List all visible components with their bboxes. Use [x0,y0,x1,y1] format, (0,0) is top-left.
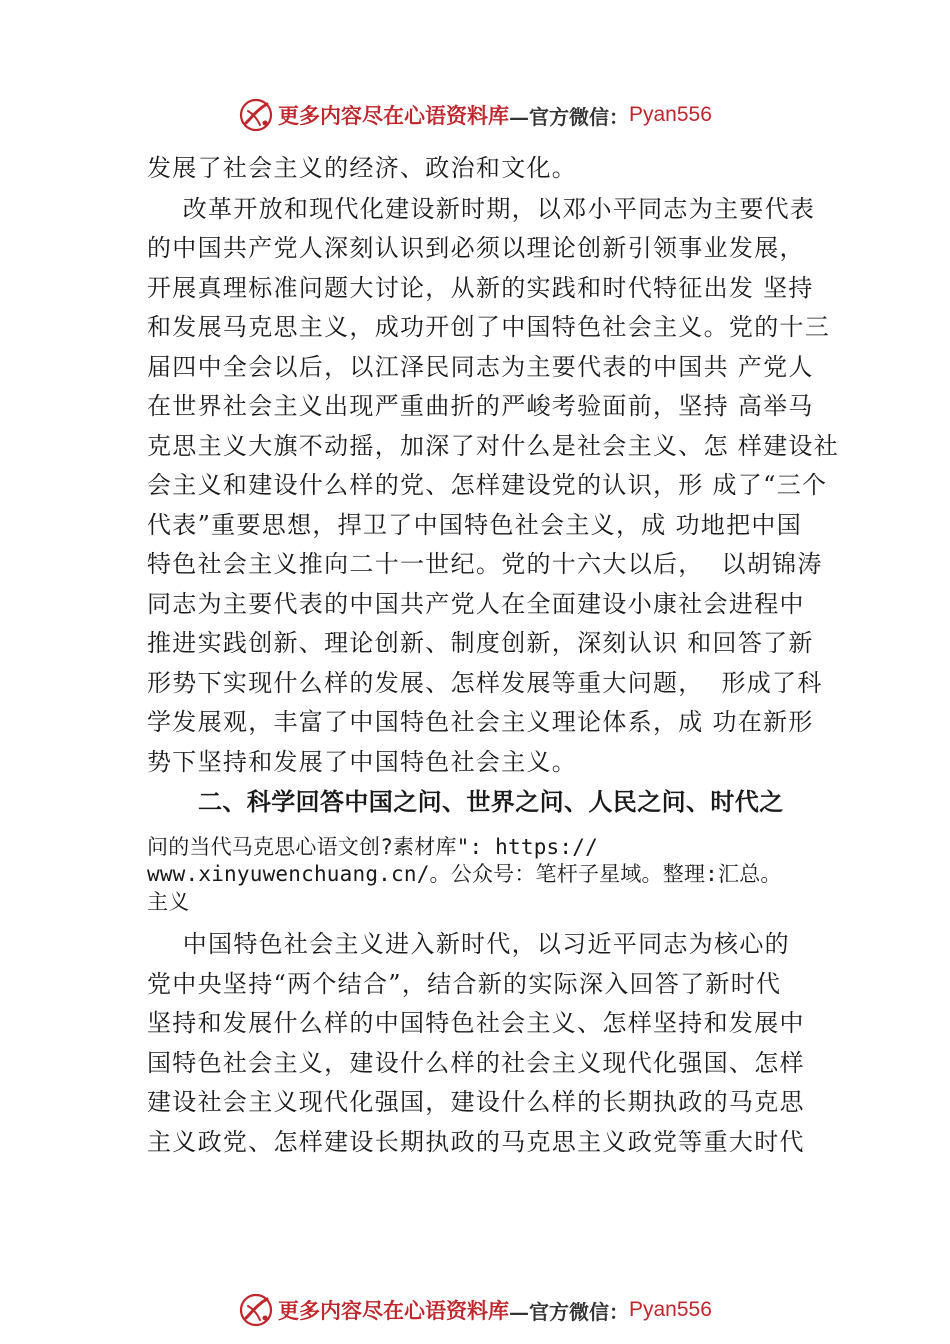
brush-logo-icon [238,97,274,133]
text-line: 发展了社会主义的经济、政治和文化。 [147,154,578,182]
text-line: 国特色社会主义，建设什么样的社会主义现代化强国、怎样 [147,1049,805,1077]
text-line: 会主义和建设什么样的党、怎样建设党的认识，形 成了“三个 [147,471,828,499]
text-line: 克思主义大旗不动摇，加深了对什么是社会主义、怎 样建设社 [147,432,840,460]
footer-watermark [238,1290,712,1330]
watermark-title: 更多内容尽在心语资料库 [278,1298,509,1323]
text-line: 形势下实现什么样的发展、怎样发展等重大问题， 形成了科 [147,669,823,697]
text-line: 建设社会主义现代化强国，建设什么样的长期执政的马克思 [147,1088,805,1116]
text-line: 开展真理标准问题大讨论，从新的实践和时代特征出发 坚持 [147,274,814,302]
text-line: 党中央坚持“两个结合”，结合新的实际深入回答了新时代 [147,970,782,998]
text-line: 中国特色社会主义进入新时代，以习近平同志为核心的 [147,930,790,958]
inserted-text-line: 主义 [147,890,190,914]
text-line: 势下坚持和发展了中国特色社会主义。 [147,748,578,776]
text-line: 和发展马克思主义，成功开创了中国特色社会主义。党的十三 [147,313,831,341]
text-line: 推进实践创新、理论创新、制度创新，深刻认识 和回答了新 [147,629,814,657]
watermark-title: 更多内容尽在心语资料库 [278,103,509,128]
text-line: 代表”重要思想，捍卫了中国特色社会主义，成 功地把中国 [147,511,802,539]
text-line: 在世界社会主义出现严重曲折的严峻考验面前，坚持 高举马 [147,392,814,420]
text-line: 坚持和发展什么样的中国特色社会主义、怎样坚持和发展中 [147,1009,805,1037]
text-line: 主义政党、怎样建设长期执政的马克思主义政党等重大时代 [147,1128,805,1156]
text-line: 学发展观，丰富了中国特色社会主义理论体系，成 功在新形 [147,708,814,736]
watermark-wechat-id: Pyan556 [629,103,712,126]
section-heading: 二、科学回答中国之问、世界之问、人民之问、时代之 [198,788,784,816]
watermark-wechat-id: Pyan556 [629,1298,712,1321]
text-line: 改革开放和现代化建设新时期，以邓小平同志为主要代表 [147,195,816,223]
inserted-text-line: www.xinyuwenchuang.cn/。公众号：笔杆子星域。整理:汇总。 [147,862,782,886]
text-line: 的中国共产党人深刻认识到必须以理论创新引领事业发展， [147,234,805,262]
header-watermark [238,95,712,135]
text-line: 届四中全会以后，以江泽民同志为主要代表的中国共 产党人 [147,353,814,381]
text-line: 同志为主要代表的中国共产党人在全面建设小康社会进程中 [147,590,805,618]
watermark-label: —官方微信： [509,104,629,129]
watermark-label: —官方微信： [509,1299,629,1324]
inserted-text-line: 问的当代马克思心语文创?素材库": https:// [147,835,598,859]
text-line: 特色社会主义推向二十一世纪。党的十六大以后， 以胡锦涛 [147,550,823,578]
brush-logo-icon [238,1292,274,1328]
